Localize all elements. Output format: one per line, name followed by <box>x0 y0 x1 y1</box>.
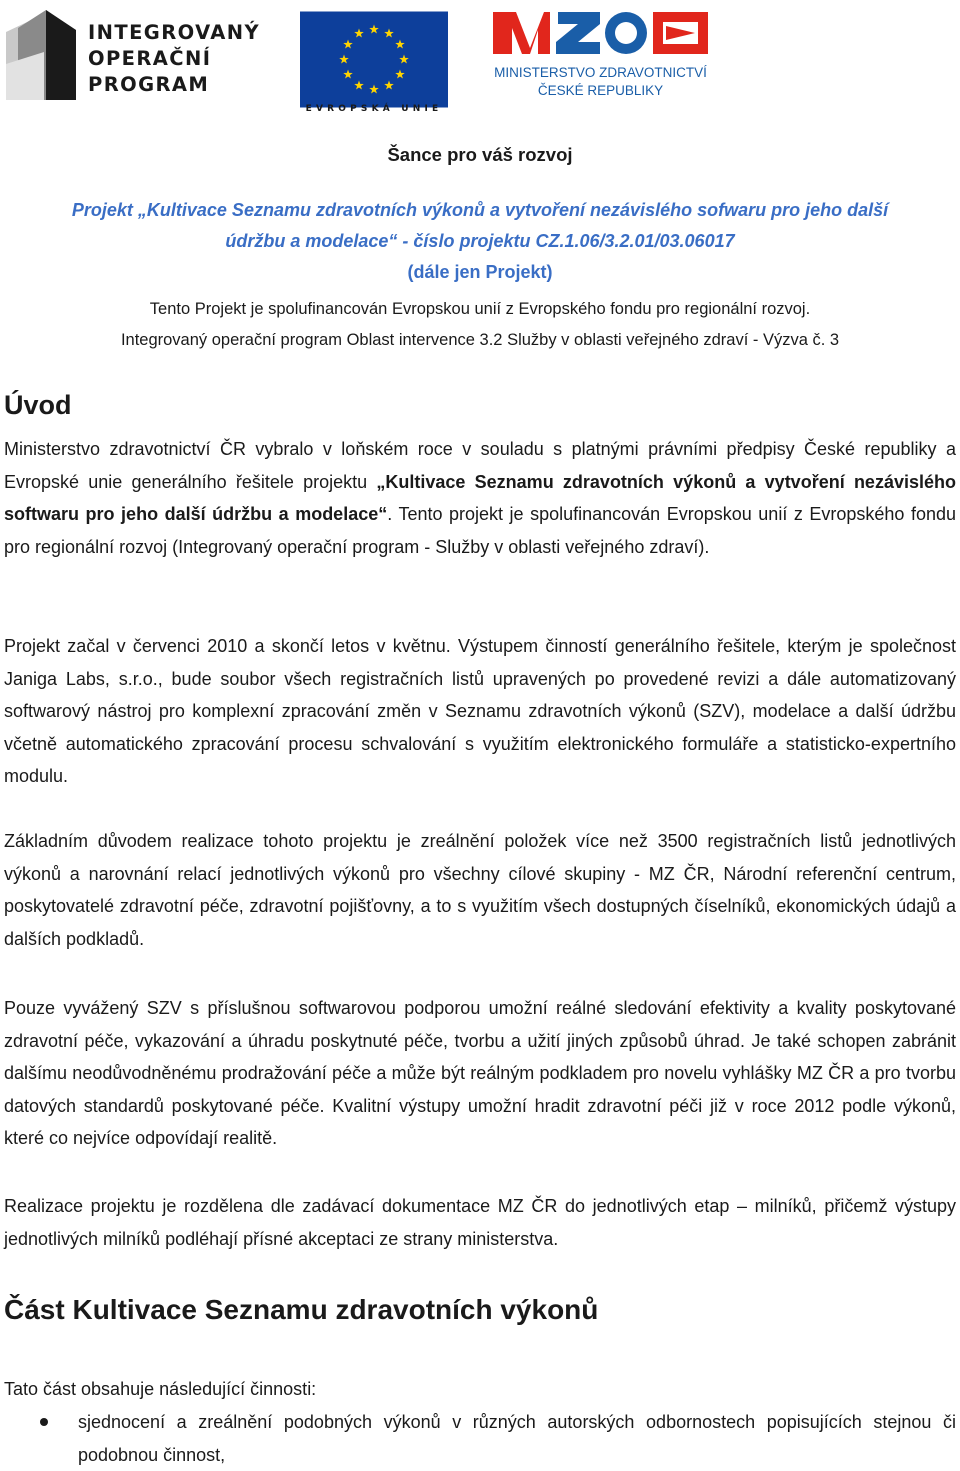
section-heading-cultivation: Část Kultivace Seznamu zdravotních výkonů <box>4 1294 599 1325</box>
funding-info <box>0 294 960 356</box>
activities-list <box>4 1406 956 1471</box>
funding-line-1: Tento Projekt je spolufinancován Evropskou unií z Evropského fondu pro regionální rozvoj. <box>149 300 811 318</box>
eu-logo-text: EVROPSKÁ UNIE <box>305 104 443 114</box>
bullet-icon <box>40 1418 48 1426</box>
paragraph-milestones: Realizace projektu je rozdělena dle zadávací dokumentace MZ ČR do jednotlivých etap – milníků, přičemž výstupy jednotlivých milníků podléhají přísné akceptaci ze strany ministerstva. <box>4 1196 956 1249</box>
section-heading-intro: Úvod <box>4 390 72 420</box>
paragraph-timeline: Projekt začal v červenci 2010 a skončí letos v květnu. Výstupem činností generálního řešitele, kterým je společnost Janiga Labs, s.r.o., bude soubor všech registračních listů upravených po provedené revizi a dále automatizovaný softwarový nástroj pro komplexní zpracování změn v Seznamu zdravotních výkonů (SZV), modelace a další údržbu včetně automatického zpracování procesu schvalování s využitím elektronického formuláře a statisticko-expertního modulu. <box>4 636 956 787</box>
paragraph-activities-intro: Tato část obsahuje následující činnosti: <box>4 1379 317 1399</box>
project-title-line-3: (dále jen Projekt) <box>407 262 553 282</box>
project-title <box>0 195 960 288</box>
paragraph-reason: Základním důvodem realizace tohoto projektu je zreálnění položek více než 3500 registračních listů jednotlivých výkonů a narovnání relací jednotlivých výkonů pro všechny cílové skupiny - MZ ČR, Národní referenční centrum, poskytovatelé zdravotní péče, zdravotní pojišťovny, a to s využitím všech dostupných číselníků, ekonomických údajů a dalších podkladů. <box>4 831 956 949</box>
mz-logo-text: MINISTERSTVO ZDRAVOTNICTVÍ ČESKÉ REPUBLIKY <box>494 65 707 98</box>
funding-line-2: Integrovaný operační program Oblast intervence 3.2 Služby v oblasti veřejného zdraví - Výzva č. 3 <box>120 331 840 349</box>
paragraph-intro: Ministerstvo zdravotnictví ČR vybralo v loňském roce v souladu s platnými právními předpisy České republiky a Evropské unie generálního řešitele projektu „Kultivace Seznamu zdravotních výkonů a vytvoření nezávislého softwaru pro jeho další údržbu a modelace“. Tento projekt je spolufinancován Evropskou unií z Evropského fondu pro regionální rozvoj (Integrovaný operační program - Služby v oblasti veřejného zdraví). <box>4 439 956 557</box>
list-item: sjednocení a zreálnění podobných výkonů v různých autorských odbornostech popisujících stejnou či podobnou činnost, <box>4 1406 956 1471</box>
project-title-line-1: Projekt „Kultivace Seznamu zdravotních výkonů a vytvoření nezávislého sofwaru pro jeho další <box>71 200 889 220</box>
eu-flag-logo <box>300 4 448 119</box>
logo-bar <box>0 0 960 125</box>
document-title: Šance pro váš rozvoj <box>387 144 573 165</box>
project-title-line-2: údržbu a modelace“ - číslo projektu CZ.1.06/3.2.01/03.06017 <box>225 231 735 251</box>
iop-logo-text: INTEGROVANÝ OPERAČNÍ PROGRAM <box>88 21 260 96</box>
paragraph-benefits: Pouze vyvážený SZV s příslušnou softwarovou podporou umožní reálné sledování efektivity a kvality poskytované zdravotní péče, vykazování a úhradu poskytnuté péče, tvorbu a užití jiných způsobů úhrad. Je také schopen zabránit dalšímu neodůvodněnému prodražování péče a může být reálným podkladem pro novelu vyhlášky MZ ČR a pro tvorbu datových standardů poskytované péče. Kvalitní výstupy umožní hradit zdravotní péči již v roce 2012 podle výkonů, které co nejvíce odpovídají realitě. <box>4 998 956 1149</box>
